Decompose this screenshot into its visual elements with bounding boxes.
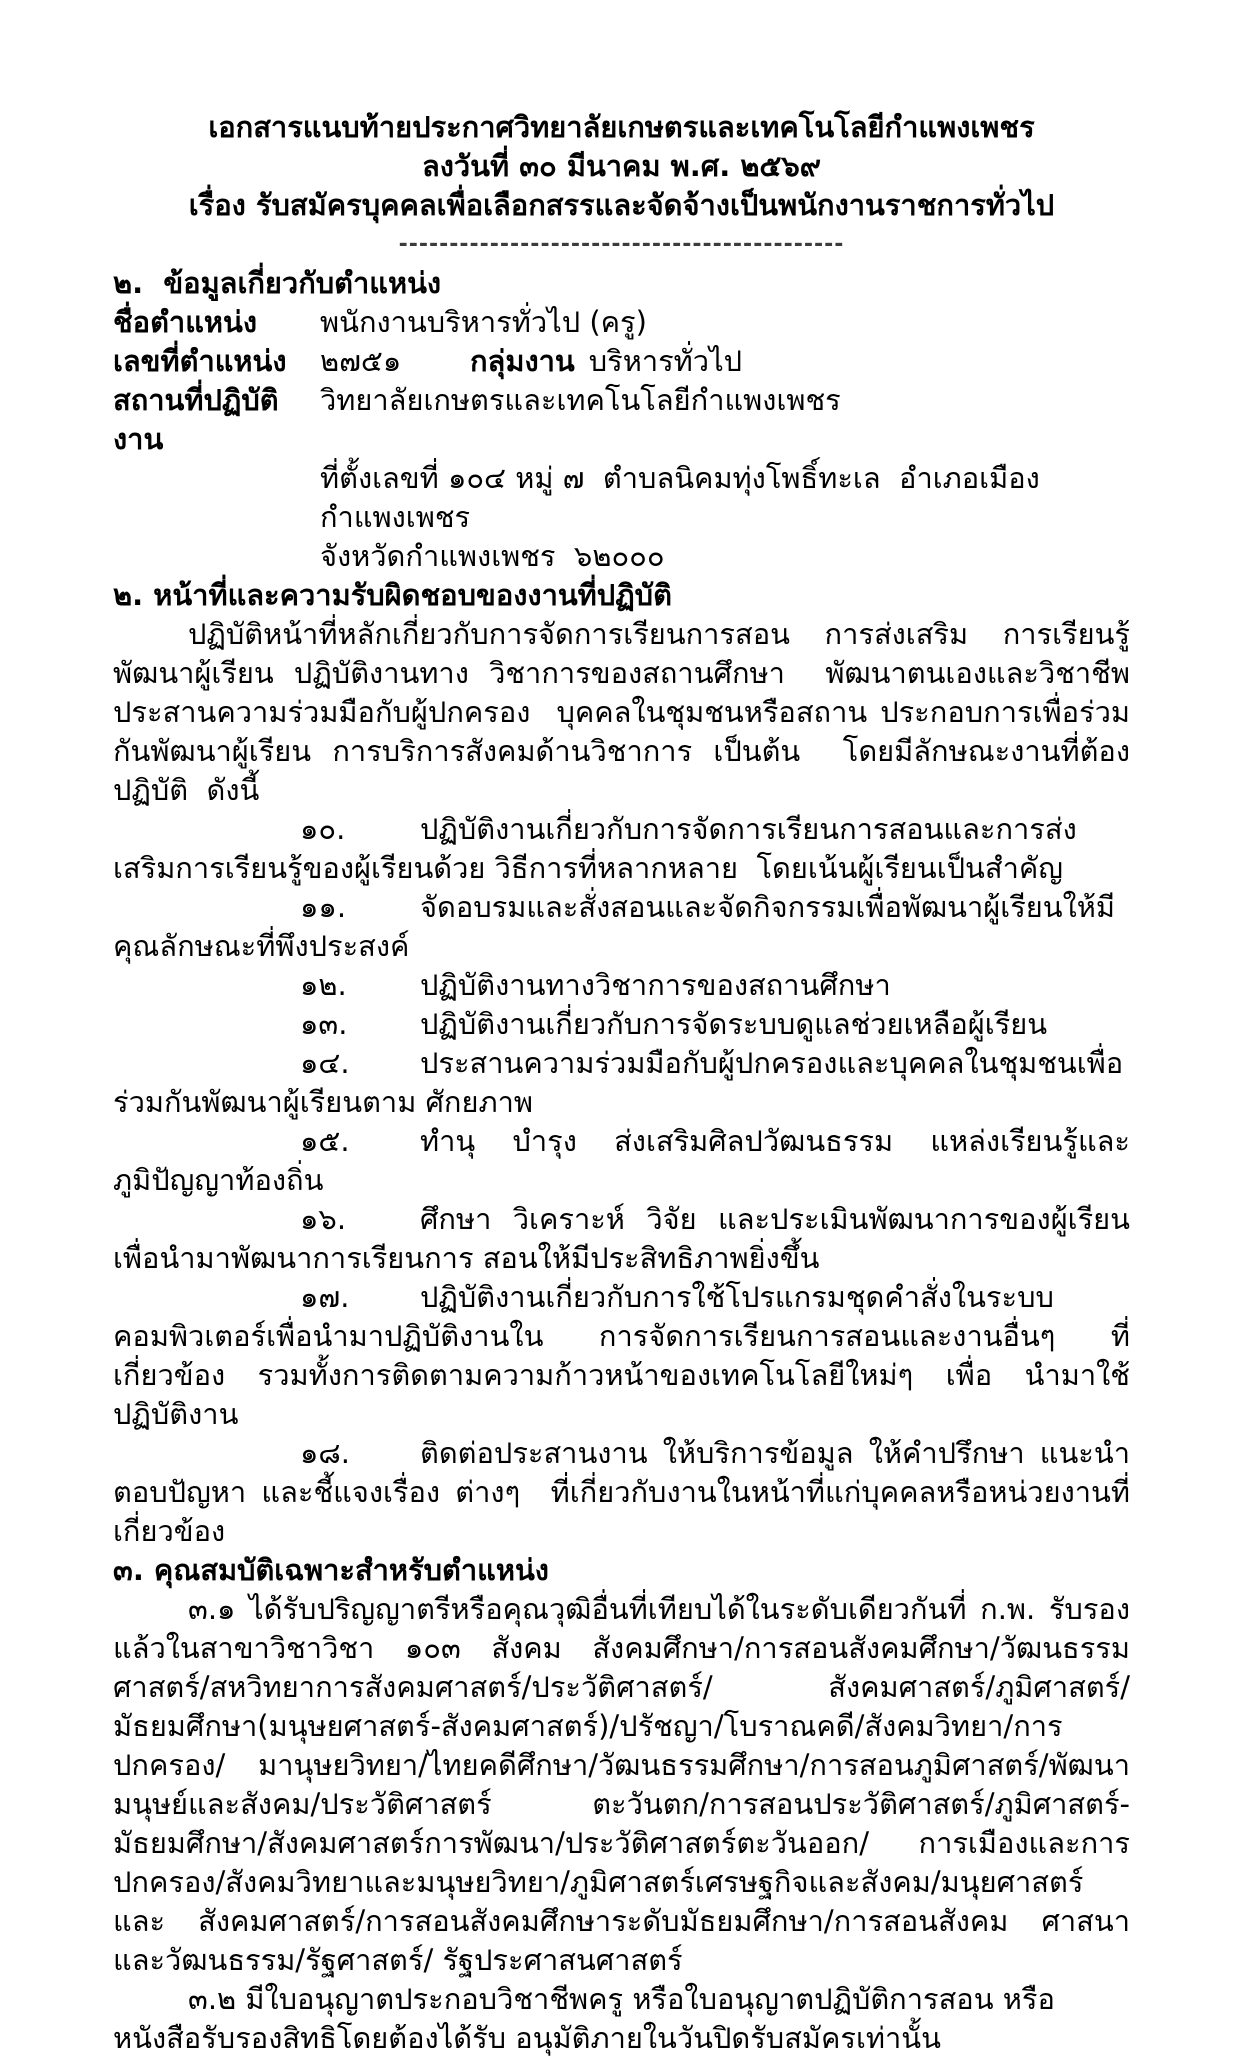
qualification-item-3-1: ๓.๑ ได้รับปริญญาตรีหรือคุณวุฒิอื่นที่เทียบได้ในระดับเดียวกันที่ ก.พ. รับรองแล้วในสาขาวิชาวิชา ๑๐๓ สังคม สังคมศึกษา/การสอนสังคมศึกษา/วัฒนธรรมศาสตร์/สหวิทยาการสังคมศาสตร์/ประวัติศาสตร์/ สังคมศาสตร์/ภูมิศาสตร์/มัธยมศึกษา(มนุษยศาสตร์-สังคมศาสตร์)/ปรัชญา/โบราณคดี/สังคมวิทยา/การปกครอง/ มานุษยวิทยา/ไทยคดีศึกษา/วัฒนธรรมศึกษา/การสอนภูมิศาสตร์/พัฒนามนุษย์และสังคม/ประวัติศาสตร์ ตะวันตก/การสอนประวัติศาสตร์/ภูมิศาสตร์-มัธยมศึกษา/สังคมศาสตร์การพัฒนา/ประวัติศาสตร์ตะวันออก/ การเมืองและการปกครอง/สังคมวิทยาและมนุษยวิทยา/ภูมิศาสตร์เศรษฐกิจและสังคม/มนุยศาสตร์และ สังคมศาสตร์/การสอนสังคมศึกษาระดับมัธยมศึกษา/การสอนสังคม ศาสนา และวัฒนธรรม/รัฐศาสตร์/ รัฐประศาสนศาสตร์ xyxy=(113,1592,1140,1977)
duty-item-number: ๑๑. xyxy=(300,890,347,924)
dashed-separator: -------------------------------------------- xyxy=(398,232,845,257)
duties-intro-paragraph: ปฏิบัติหน้าที่หลักเกี่ยวกับการจัดการเรียนการสอน การส่งเสริม การเรียนรู้ พัฒนาผู้เรียน ปฏิบัติงานทาง วิชาการของสถานศึกษา พัฒนาตนเองและวิชาชีพ ประสานความร่วมมือกับผู้ปกครอง บุคคลในชุมชนหรือสถาน ประกอบการเพื่อร่วมกันพัฒนาผู้เรียน การบริการสังคมด้านวิชาการ เป็นต้น โดยมีลักษณะงานที่ต้องปฏิบัติ ดังนี้ xyxy=(113,617,1149,807)
duty-item-17 xyxy=(113,1278,1130,1434)
position-name-row xyxy=(113,303,1130,342)
duty-item-15 xyxy=(113,1122,1130,1200)
duty-item-11 xyxy=(113,888,1130,966)
duty-item-number: ๑๐. xyxy=(300,812,346,846)
work-group-label: กลุ่มงาน xyxy=(470,344,575,378)
qualification-item-3-2: ๓.๒ มีใบอนุญาตประกอบวิชาชีพครู หรือใบอนุญาตปฏิบัติการสอน หรือหนังสือรับรองสิทธิโดยต้องได้รับ อนุมัติภายในวันปิดรับสมัครเท่านั้น xyxy=(113,1982,1055,2055)
duty-item-16 xyxy=(113,1200,1149,1278)
duty-item-10 xyxy=(113,810,1130,888)
duty-item-text: จัดอบรมและสั่งสอนและจัดกิจกรรมเพื่อพัฒนาผู้เรียนให้มีคุณลักษณะที่พึงประสงค์ xyxy=(113,890,1115,963)
duty-item-text: ศึกษา วิเคราะห์ วิจัย และประเมินพัฒนาการของผู้เรียน เพื่อนำมาพัฒนาการเรียนการ สอนให้มีประสิทธิภาพยิ่งขึ้น xyxy=(113,1202,1149,1275)
duty-item-number: ๑๘. xyxy=(300,1436,350,1470)
duty-item-number: ๑๗. xyxy=(300,1280,350,1314)
duty-item-number: ๑๒. xyxy=(300,968,347,1002)
document-title-line-2: ลงวันที่ ๓๐ มีนาคม พ.ศ. ๒๕๖๙ xyxy=(421,149,822,183)
workplace-label: สถานที่ปฏิบัติงาน xyxy=(113,383,279,456)
workplace-row xyxy=(113,381,1130,459)
duty-item-text: ทำนุ บำรุง ส่งเสริมศิลปวัฒนธรรม แหล่งเรียนรู้และภูมิปัญญาท้องถิ่น xyxy=(113,1124,1130,1197)
duty-item-text: ติดต่อประสานงาน ให้บริการข้อมูล ให้คำปรึกษา แนะนำ ตอบปัญหา และชี้แจงเรื่อง ต่างๆ ที่เกี่ยวกับงานในหน้าที่แก่บุคคลหรือหน่วยงานที่เกี่ยวข้อง xyxy=(113,1436,1140,1548)
duty-item-number: ๑๔. xyxy=(300,1046,350,1080)
position-name-label: ชื่อตำแหน่ง xyxy=(113,305,258,339)
duty-item-number: ๑๖. xyxy=(300,1202,347,1236)
position-number-label: เลขที่ตำแหน่ง xyxy=(113,344,287,378)
position-number-value: ๒๗๕๑ xyxy=(320,344,402,378)
workplace-address-line-1: ที่ตั้งเลขที่ ๑๐๔ หมู่ ๗ ตำบลนิคมทุ่งโพธิ์ทะเล อำเภอเมืองกำแพงเพชร xyxy=(320,461,1040,534)
duty-item-18 xyxy=(113,1434,1140,1551)
duty-item-text: ประสานความร่วมมือกับผู้ปกครองและบุคคลในชุมชนเพื่อร่วมกันพัฒนาผู้เรียนตาม ศักยภาพ xyxy=(113,1046,1124,1119)
duty-item-number: ๑๓. xyxy=(300,1007,348,1041)
workplace-value: วิทยาลัยเกษตรและเทคโนโลยีกำแพงเพชร xyxy=(320,383,841,417)
section-heading-duties: ๒. หน้าที่และความรับผิดชอบของงานที่ปฏิบัติ xyxy=(113,578,672,612)
position-number-row xyxy=(113,342,1130,381)
position-name-value: พนักงานบริหารทั่วไป (ครู) xyxy=(320,305,647,339)
section-heading-qualifications: ๓. คุณสมบัติเฉพาะสำหรับตำแหน่ง xyxy=(113,1553,549,1587)
duty-item-text: ปฏิบัติงานเกี่ยวกับการจัดระบบดูแลช่วยเหลือผู้เรียน xyxy=(420,1007,1048,1041)
work-group-value: บริหารทั่วไป xyxy=(588,344,743,378)
duty-item-number: ๑๕. xyxy=(300,1124,350,1158)
duty-item-text: ปฏิบัติงานเกี่ยวกับการจัดการเรียนการสอนและการส่งเสริมการเรียนรู้ของผู้เรียนด้วย วิธีการที่หลากหลาย โดยเน้นผู้เรียนเป็นสำคัญ xyxy=(113,812,1077,885)
document-title-line-1: เอกสารแนบท้ายประกาศวิทยาลัยเกษตรและเทคโนโลยีกำแพงเพชร xyxy=(208,110,1035,144)
duty-item-13 xyxy=(113,1005,1130,1044)
duty-item-14 xyxy=(113,1044,1130,1122)
duty-item-text: ปฏิบัติงานทางวิชาการของสถานศึกษา xyxy=(420,968,891,1002)
document-title-line-3: เรื่อง รับสมัครบุคคลเพื่อเลือกสรรและจัดจ้างเป็นพนักงานราชการทั่วไป xyxy=(188,188,1055,222)
workplace-address-line-2: จังหวัดกำแพงเพชร ๖๒๐๐๐ xyxy=(320,539,665,573)
section-heading-position-info: ๒. ข้อมูลเกี่ยวกับตำแหน่ง xyxy=(113,266,442,300)
duty-item-12 xyxy=(113,966,1130,1005)
duty-item-text: ปฏิบัติงานเกี่ยวกับการใช้โปรแกรมชุดคำสั่งในระบบคอมพิวเตอร์เพื่อนำมาปฏิบัติงานใน การจัดการเรียนการสอนและงานอื่นๆ ที่เกี่ยวข้อง รวมทั้งการติดตามความก้าวหน้าของเทคโนโลยีใหม่ๆ เพื่อ นำมาใช้ปฏิบัติงาน xyxy=(113,1280,1130,1431)
